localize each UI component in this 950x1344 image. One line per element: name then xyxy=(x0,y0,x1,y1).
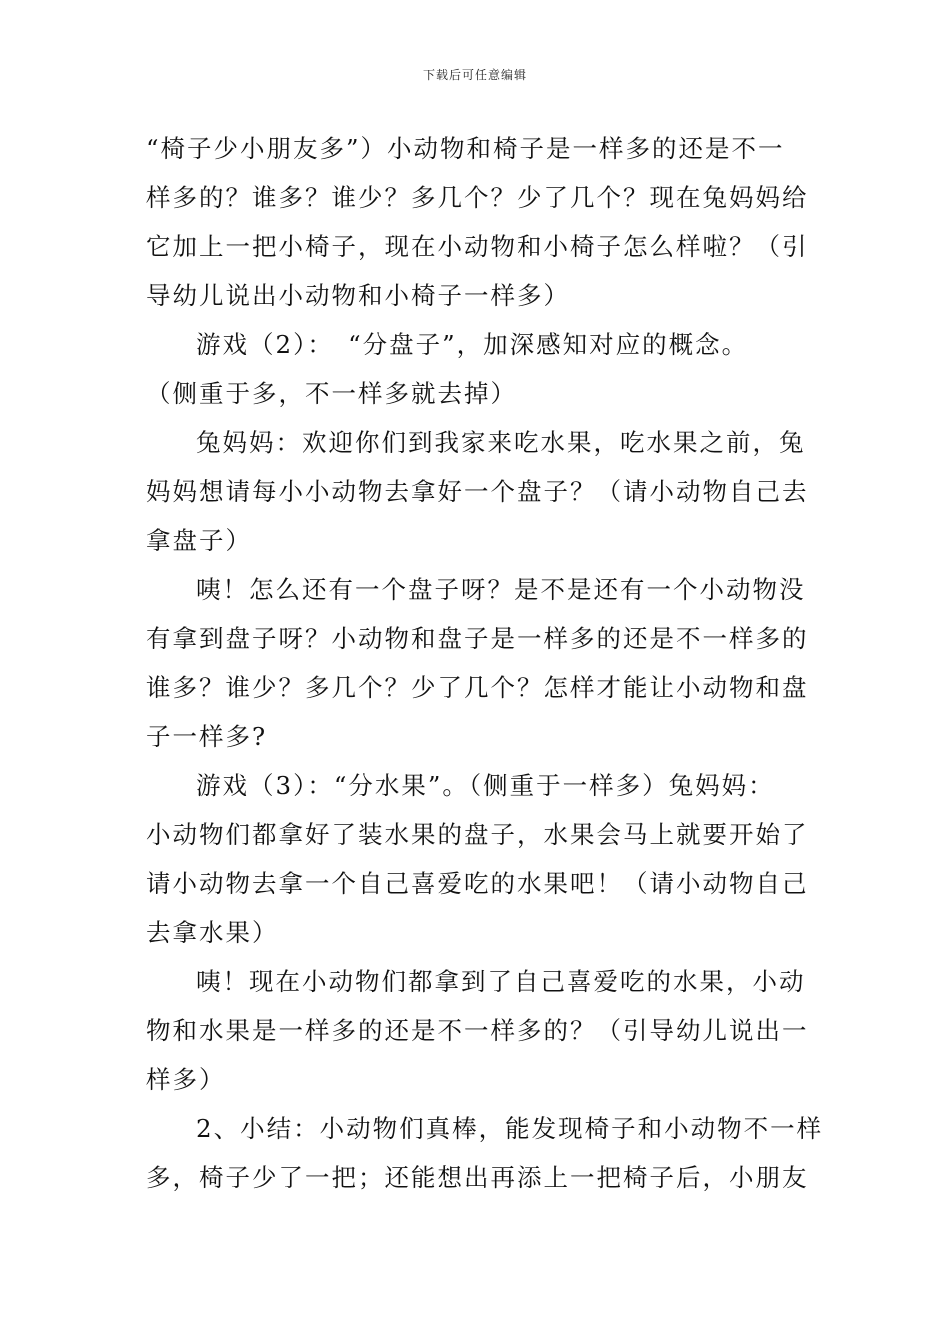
text-line: 2、小结：小动物们真棒，能发现椅子和小动物不一样 xyxy=(196,1114,824,1143)
paragraph-p3 xyxy=(146,418,808,565)
text-line: 子一样多? xyxy=(146,722,268,751)
text-line: 物和水果是一样多的还是不一样多的？（引导幼儿说出一 xyxy=(146,1016,809,1045)
text-line: “椅子少小朋友多”）小动物和椅子是一样多的还是不一 xyxy=(146,134,785,163)
text-line: 谁多？谁少？多几个？少了几个？怎样才能让小动物和盘 xyxy=(146,673,809,702)
paragraph-p7 xyxy=(146,1104,824,1202)
paragraph-p5 xyxy=(146,761,808,957)
text-line: 去拿水果） xyxy=(146,918,279,947)
text-line: 游戏（2）： “分盘子”，加深感知对应的概念。 xyxy=(196,330,749,359)
text-line: 妈妈想请每小小动物去拿好一个盘子？（请小动物自己去 xyxy=(146,477,809,506)
text-line: 样多） xyxy=(146,1065,226,1094)
text-line: 兔妈妈：欢迎你们到我家来吃水果，吃水果之前，兔 xyxy=(196,428,806,457)
page-header: 下载后可任意编辑 xyxy=(422,68,527,82)
text-line: 它加上一把小椅子，现在小动物和小椅子怎么样啦？（引 xyxy=(146,232,809,261)
paragraph-p1 xyxy=(146,124,808,320)
text-line: 小动物们都拿好了装水果的盘子，水果会马上就要开始了 xyxy=(146,820,809,849)
document-body xyxy=(146,124,824,1202)
paragraph-p2 xyxy=(146,320,808,418)
text-line: 咦！怎么还有一个盘子呀？是不是还有一个小动物没 xyxy=(196,575,806,604)
text-line: 请小动物去拿一个自己喜爱吃的水果吧！（请小动物自己 xyxy=(146,869,809,898)
text-line: 多，椅子少了一把；还能想出再添上一把椅子后，小朋友 xyxy=(146,1163,809,1192)
text-line: 样多的？谁多？谁少？多几个？少了几个？现在兔妈妈给 xyxy=(146,183,809,212)
paragraph-p6 xyxy=(146,957,808,1104)
paragraph-p4 xyxy=(146,565,808,761)
text-line: 游戏（3）：“分水果”。（侧重于一样多）兔妈妈： xyxy=(196,771,775,800)
text-line: 导幼儿说出小动物和小椅子一样多） xyxy=(146,281,570,310)
text-line: 拿盘子） xyxy=(146,526,252,555)
text-line: 有拿到盘子呀？小动物和盘子是一样多的还是不一样多的 xyxy=(146,624,809,653)
text-line: （侧重于多，不一样多就去掉） xyxy=(146,379,517,408)
text-line: 咦！现在小动物们都拿到了自己喜爱吃的水果，小动 xyxy=(196,967,806,996)
